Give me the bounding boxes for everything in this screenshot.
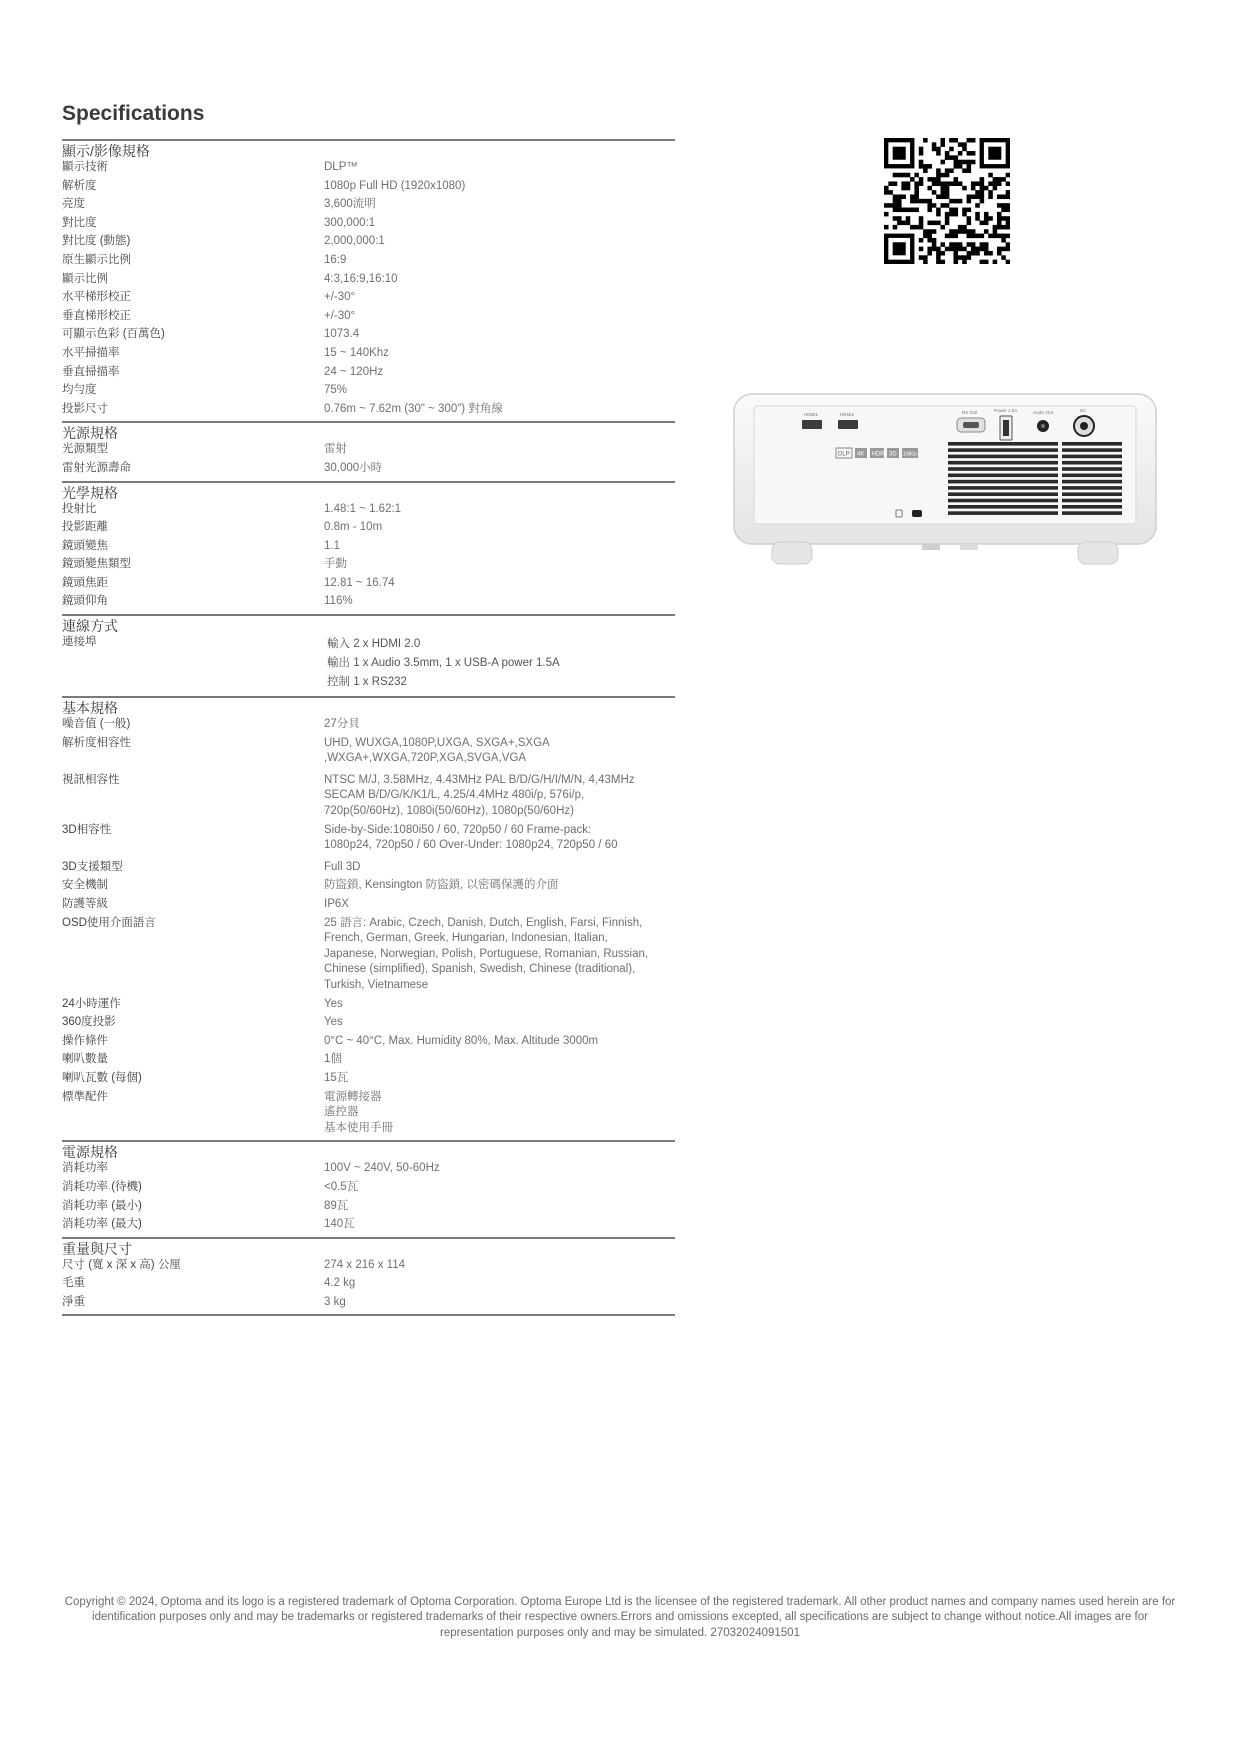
spec-row xyxy=(62,160,675,176)
spec-label: 視訊相容性 xyxy=(62,773,120,786)
spec-label: 可顯示色彩 (百萬色) xyxy=(62,328,165,341)
page-title: Specifications xyxy=(62,102,205,125)
spec-value: 116% xyxy=(324,595,353,608)
spec-value: 電源轉接器 遙控器 基本使用手冊 xyxy=(324,1090,393,1134)
spec-value: 140瓦 xyxy=(324,1218,355,1231)
spec-label: 喇叭數量 xyxy=(62,1053,108,1066)
spec-label: 顯示比例 xyxy=(62,272,108,285)
projector-badge-hdr: HDR xyxy=(871,451,885,458)
spec-label: 亮度 xyxy=(62,198,85,211)
spec-value: 25 語言: Arabic, Czech, Danish, Dutch, English, Farsi, Finnish, French, German, Greek, Hungarian, Indonesian, Italian, Japanese, Norwegian, Polish, Portuguese, Romanian, Russian, Chinese (simplified), Spanish, Swedish, Chinese (traditional), Turkish, Vietnamese xyxy=(324,916,649,991)
spec-value: 手動 xyxy=(324,558,347,571)
spec-value: 輸入 2 x HDMI 2.0 輸出 1 x Audio 3.5mm, 1 x USB-A power 1.5A 控制 1 x RS232 xyxy=(327,638,560,689)
spec-value: 100V ~ 240V, 50-60Hz xyxy=(324,1162,440,1175)
spec-section xyxy=(62,699,675,1142)
spec-row xyxy=(62,365,675,381)
spec-label: 360度投影 xyxy=(62,1016,116,1029)
spec-value: 3 kg xyxy=(324,1295,346,1308)
spec-value: 27分貝 xyxy=(324,718,360,731)
spec-row xyxy=(62,1295,675,1311)
spec-label: 淨重 xyxy=(62,1295,85,1308)
spec-label: 投影尺寸 xyxy=(62,402,108,415)
spec-row xyxy=(62,502,675,518)
specifications-table xyxy=(62,139,675,1316)
spec-label: 水平掃描率 xyxy=(62,346,120,359)
spec-row xyxy=(62,272,675,288)
spec-row xyxy=(62,346,675,362)
spec-label: 鏡頭仰角 xyxy=(62,595,108,608)
spec-value: 防盜鎖, Kensington 防盜鎖, 以密碼保護的介面 xyxy=(324,879,559,892)
spec-row xyxy=(62,402,675,418)
spec-row xyxy=(62,253,675,269)
spec-label: 鏡頭變焦 xyxy=(62,539,108,552)
spec-row xyxy=(62,878,675,894)
spec-value: 300,000:1 xyxy=(324,216,376,229)
copyright-footer: Copyright © 2024, Optoma and its logo is a registered trademark of Optoma Corporation. Optoma Europe Ltd is the licensee of the registered trademark. All other product names and company names used herein are for identification purposes only and may be trademarks or registered trademarks of their respective owners.Errors and omissions excepted, all specifications are subject to change without notice.All images are for representation purposes only and may be simulated. 27032024091501 xyxy=(64,1596,1176,1639)
spec-label: 尺寸 (寬 x 深 x 高) 公厘 xyxy=(62,1258,181,1271)
spec-row xyxy=(62,179,675,195)
spec-value: 雷射 xyxy=(324,443,347,456)
spec-row xyxy=(62,717,675,733)
section-title: 連線方式 xyxy=(62,618,118,635)
qr-code-icon[interactable] xyxy=(884,138,1010,264)
spec-section xyxy=(62,1240,675,1317)
spec-label: 投射比 xyxy=(62,502,97,515)
spec-value: 15瓦 xyxy=(324,1071,349,1084)
projector-badge-4k: 4K xyxy=(857,451,865,458)
spec-row xyxy=(62,290,675,306)
spec-label: 鏡頭變焦類型 xyxy=(62,558,131,571)
spec-label: 光源類型 xyxy=(62,443,108,456)
spec-row xyxy=(62,576,675,592)
spec-label: 均勻度 xyxy=(62,384,97,397)
port-label-hdmi2: HDMI2 xyxy=(840,412,855,417)
section-title: 電源規格 xyxy=(62,1144,118,1161)
spec-row xyxy=(62,860,675,876)
spec-row xyxy=(62,520,675,536)
port-label-rs232: RS-232 xyxy=(962,410,978,415)
spec-label: 3D相容性 xyxy=(62,823,112,836)
spec-value: 89瓦 xyxy=(324,1199,349,1212)
spec-value: 15 ~ 140Khz xyxy=(324,346,389,359)
spec-row xyxy=(62,1276,675,1292)
spec-label: 對比度 (動態) xyxy=(62,235,131,248)
spec-row xyxy=(62,1090,675,1137)
spec-value: 0°C ~ 40°C, Max. Humidity 80%, Max. Altitude 3000m xyxy=(324,1034,599,1047)
spec-row xyxy=(62,197,675,213)
spec-value: 12.81 ~ 16.74 xyxy=(324,576,395,589)
spec-section xyxy=(62,424,675,482)
spec-value: +/-30° xyxy=(324,309,356,322)
spec-value: UHD, WUXGA,1080P,UXGA, SXGA+,SXGA ,WXGA+,WXGA,720P,XGA,SVGA,VGA xyxy=(324,736,550,765)
spec-label: 消耗功率 (待機) xyxy=(62,1180,142,1193)
spec-value: 16:9 xyxy=(324,253,347,266)
spec-value: Yes xyxy=(324,997,343,1010)
spec-label: 投影距離 xyxy=(62,521,108,534)
projector-badge-3d: 3D xyxy=(889,451,897,458)
spec-row xyxy=(62,997,675,1013)
spec-value: 0.76m ~ 7.62m (30" ~ 300") 對角線 xyxy=(324,402,503,415)
spec-row xyxy=(62,823,675,854)
section-title: 重量與尺寸 xyxy=(62,1240,132,1257)
spec-label: 垂直梯形校正 xyxy=(62,309,131,322)
port-label-power: Power 1.5A xyxy=(994,408,1018,413)
spec-value: DLP™ xyxy=(324,161,358,173)
spec-label: 24小時運作 xyxy=(62,997,121,1010)
port-label-dc: DC xyxy=(1080,408,1087,413)
spec-section xyxy=(62,142,675,423)
spec-row xyxy=(62,234,675,250)
spec-value: <0.5瓦 xyxy=(324,1180,359,1193)
spec-section xyxy=(62,484,675,617)
spec-row xyxy=(62,773,675,820)
spec-label: 標準配件 xyxy=(62,1090,108,1103)
spec-row xyxy=(62,1161,675,1177)
spec-section xyxy=(62,1143,675,1238)
spec-row xyxy=(62,1199,675,1215)
spec-value: 4.2 kg xyxy=(324,1277,356,1290)
spec-label: 安全機制 xyxy=(62,879,108,892)
spec-value: NTSC M/J, 3.58MHz, 4.43MHz PAL B/D/G/H/I/M/N, 4,43MHz SECAM B/D/G/K/K1/L, 4.25/4.4MHz 480i/p, 576i/p, 720p(50/60Hz), 1080i(50/60Hz), 1080p(50/60Hz) xyxy=(324,773,635,818)
spec-row xyxy=(62,216,675,232)
spec-label: 原生顯示比例 xyxy=(62,253,131,266)
spec-section xyxy=(62,617,675,698)
spec-label: 操作條件 xyxy=(62,1034,108,1047)
spec-label: 連接埠 xyxy=(62,636,97,649)
spec-row xyxy=(62,461,675,477)
spec-row xyxy=(62,327,675,343)
spec-label: 顯示技術 xyxy=(62,161,108,173)
spec-value: 0.8m - 10m xyxy=(324,521,383,534)
spec-value: Side-by-Side:1080i50 / 60, 720p50 / 60 Frame-pack: 1080p24, 720p50 / 60 Over-Under: 1080p24, 720p50 / 60 xyxy=(324,823,618,852)
section-title: 基本規格 xyxy=(62,700,118,717)
spec-value: 1073.4 xyxy=(324,328,360,341)
projector-badge-1080p: 1080p xyxy=(903,451,917,458)
spec-label: 解析度相容性 xyxy=(62,736,131,749)
spec-label: 3D支援類型 xyxy=(62,860,123,873)
spec-row xyxy=(62,557,675,573)
spec-value: 4:3,16:9,16:10 xyxy=(324,272,398,285)
spec-label: 鏡頭焦距 xyxy=(62,576,108,589)
spec-label: 對比度 xyxy=(62,216,97,229)
spec-value: 1080p Full HD (1920x1080) xyxy=(324,179,466,192)
spec-value: 75% xyxy=(324,384,348,397)
spec-value: 1.1 xyxy=(324,539,340,552)
spec-value: 3,600流明 xyxy=(324,198,376,211)
spec-label: 消耗功率 (最大) xyxy=(62,1218,142,1231)
spec-row xyxy=(62,1258,675,1274)
projector-badge-dlp: DLP xyxy=(838,451,850,458)
spec-label: OSD使用介面語言 xyxy=(62,916,156,929)
spec-label: 解析度 xyxy=(62,179,97,192)
section-title: 顯示/影像規格 xyxy=(62,143,150,159)
spec-row xyxy=(62,309,675,325)
spec-label: 噪音值 (一般) xyxy=(62,718,131,731)
spec-label: 雷射光源壽命 xyxy=(62,461,131,474)
spec-label: 垂直掃描率 xyxy=(62,365,120,378)
spec-row xyxy=(62,383,675,399)
spec-label: 喇叭瓦數 (每個) xyxy=(62,1071,142,1084)
spec-value: 1個 xyxy=(324,1053,342,1066)
spec-value: 24 ~ 120Hz xyxy=(324,365,384,378)
spec-value: 2,000,000:1 xyxy=(324,235,385,248)
spec-value: Full 3D xyxy=(324,860,361,873)
section-title: 光源規格 xyxy=(62,425,118,442)
spec-row xyxy=(62,736,675,767)
spec-value: Yes xyxy=(324,1016,343,1029)
spec-row xyxy=(62,1052,675,1068)
spec-row xyxy=(62,594,675,610)
spec-row xyxy=(62,1071,675,1087)
spec-row xyxy=(62,1180,675,1196)
spec-row xyxy=(62,916,675,994)
spec-label: 水平梯形校正 xyxy=(62,291,131,304)
spec-value: 274 x 216 x 114 xyxy=(324,1258,405,1271)
spec-row xyxy=(62,635,675,692)
section-title: 光學規格 xyxy=(62,484,118,501)
spec-value: 30,000小時 xyxy=(324,461,383,474)
spec-label: 消耗功率 (最小) xyxy=(62,1199,142,1212)
spec-row xyxy=(62,1034,675,1050)
port-label-audio: Audio Out xyxy=(1033,410,1054,415)
port-label-hdmi1: HDMI1 xyxy=(804,412,819,417)
spec-row xyxy=(62,442,675,458)
spec-value: IP6X xyxy=(324,898,349,910)
spec-row xyxy=(62,897,675,913)
projector-rear-image xyxy=(732,392,1158,572)
spec-row xyxy=(62,539,675,555)
spec-value: +/-30° xyxy=(324,291,356,304)
spec-row xyxy=(62,1217,675,1233)
spec-value: 1.48:1 ~ 1.62:1 xyxy=(324,502,402,515)
spec-row xyxy=(62,1015,675,1031)
spec-label: 消耗功率 xyxy=(62,1162,108,1175)
spec-label: 毛重 xyxy=(62,1277,85,1290)
spec-label: 防護等級 xyxy=(62,898,108,910)
